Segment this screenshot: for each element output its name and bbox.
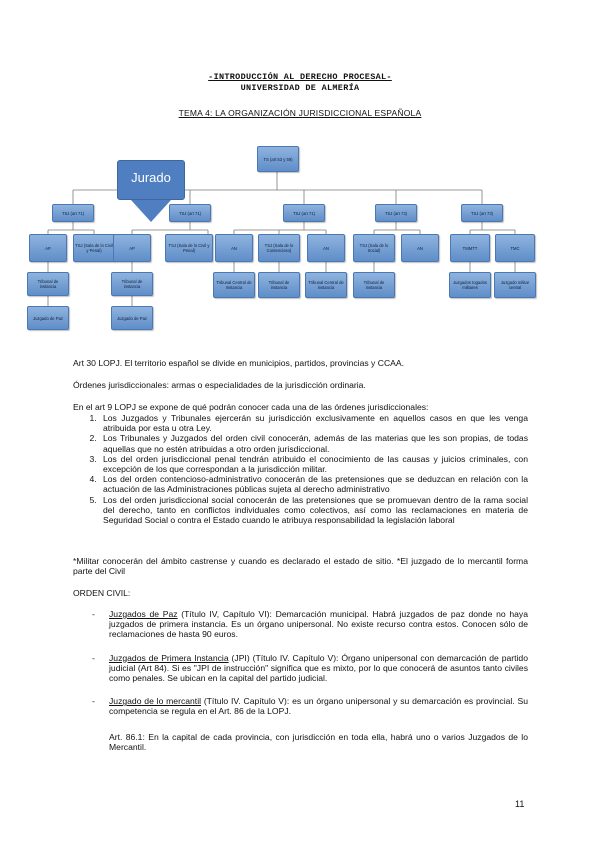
node-tsj-2: TSJ (art 71) (169, 204, 211, 222)
term-description: (Título IV. Capítulo V): es un órgano unipersonal y su demarcación es provincial. Su competencia se regula en el Art. 86 de la LOPJ. (109, 696, 528, 717)
list-item (92, 696, 528, 716)
node-tsj-5: TSJ (art 73) (461, 204, 503, 222)
term-jpi: Juzgados de Primera Instancia (109, 652, 229, 663)
numbered-list (73, 413, 528, 525)
node-tribunal-central-2: Tribunal Central de instancia (305, 272, 347, 298)
node-tribunal-instancia-3: Tribunal de instancia (258, 272, 300, 298)
node-tsj-social: TSJ (Sala de lo Social) (353, 234, 395, 262)
paragraph-art86: Art. 86.1: En la capital de cada provincia, con jurisdicción en toda ella, habrá uno o varios Juzgados de lo Mercantil. (109, 732, 528, 753)
node-tsj-3: TSJ (art 71) (283, 204, 325, 222)
node-an-1: AN (215, 234, 253, 262)
list-item: 5. Los del orden jurisdiccional social conocerán de las pretensiones que se promuevan dentro de la rama social del derecho, tanto en conflictos individuales como colectivos, así como las reclamaciones en materia de Seguridad Social o contra el Estado cuando le atribuya responsabilidad la legislación laboral (99, 495, 528, 526)
topic-title: TEMA 4: LA ORGANIZACIÓN JURISDICCIONAL ESPAÑOLA (178, 108, 422, 118)
node-ts: TS (art 53 y 59) (257, 146, 299, 172)
paragraph-militar-note: *Militar conocerán del ámbito castrense y cuando es declarado el estado de sitio. *El juzgado de lo mercantil forma parte del Civil (73, 556, 528, 577)
node-tribunal-instancia-2: Tribunal de instancia (111, 272, 153, 296)
node-juzgado-militar-central: Juzgado militar central (494, 272, 536, 298)
civil-list (92, 609, 528, 730)
section-heading-orden-civil: ORDEN CIVIL: (73, 588, 131, 598)
node-tribunal-instancia-1: Tribunal de instancia (27, 272, 69, 296)
node-juzgados-togados: Juzgados togados militares (449, 272, 491, 298)
term-juzgados-paz: Juzgados de Paz (109, 609, 178, 619)
node-tsj-civil-penal-2: TSJ (Sala de lo Civil y Penal) (165, 234, 213, 262)
node-tribunal-instancia-4: Tribunal de instancia (353, 272, 395, 298)
org-chart (22, 138, 578, 344)
node-tmc: TMC (495, 234, 535, 262)
node-ap-1: AP (29, 234, 67, 262)
list-item (92, 653, 528, 684)
term-mercantil: Juzgado de lo mercantil (109, 696, 202, 707)
list-item: 3. Los del orden jurisdiccional penal tendrán atribuido el conocimiento de las causas y juicios criminales, con excepción de los que correspondan a la jurisdicción militar. (99, 454, 528, 474)
paragraph-art9: En el art 9 LOPJ se expone de qué podrán conocer cada una de las órdenes jurisdiccionales: (73, 402, 429, 412)
paragraph-art30: Art 30 LOPJ. El territorio español se divide en municipios, partidos, provincias y CCAA. (73, 358, 405, 368)
paragraph-ordenes: Órdenes jurisdiccionales: armas o especialidades de la jurisdicción ordinaria. (73, 380, 366, 390)
node-tribunal-central-1: Tribunal Central de Instancia (213, 272, 255, 298)
node-tsj-4: TSJ (art 73) (375, 204, 417, 222)
node-tsj-civil-penal-1: TSJ (Sala de lo Civil y Penal) (73, 234, 115, 262)
list-item: 4. Los del orden contencioso-administrativo conocerán de las pretensiones que se deduzcan en relación con la actuación de las Administraciones públicas sujeta al derecho administrativo (99, 474, 528, 494)
university-name: UNIVERSIDAD DE ALMERÍA (240, 83, 360, 93)
node-tsj-1: TSJ (art 71) (52, 204, 94, 222)
list-item (92, 609, 528, 640)
term-description: (JPI) (Título IV. Capítulo V): Órgano unipersonal con demarcación de partido judicial (Art 84). Si es "JPI de instrucción" significa que es mixto, por lo que conocerá de asuntos tanto civiles como penales. Se ubican en la capital del partido judicial. (109, 652, 528, 684)
list-item: 1. Los Juzgados y Tribunales ejercerán su jurisdicción exclusivamente en aquellos casos en que les venga atribuida por esta u otra Ley. (99, 413, 528, 433)
node-juzgado-paz-1: Juzgado de Paz (27, 306, 69, 330)
node-ap-2: AP (113, 234, 151, 262)
node-juzgado-paz-2: Juzgado de Paz (111, 306, 153, 330)
node-an-3: AN (401, 234, 439, 262)
course-title: -INTRODUCCIÓN AL DERECHO PROCESAL- (208, 72, 392, 82)
node-tsj-contencioso: TSJ (Sala de lo Contencioso) (258, 234, 300, 262)
list-item: 2. Los Tribunales y Juzgados del orden civil conocerán, además de las materias que les son propias, de todas aquellas que no estén atribuidas a otro orden jurisdiccional. (99, 433, 528, 453)
down-arrow-icon (131, 200, 171, 222)
node-tmmtt: TMMTT (450, 234, 490, 262)
page-number: 11 (515, 799, 525, 809)
term-description: (Título IV, Capítulo VI): Demarcación municipal. Habrá juzgados de paz donde no haya juzgados de primera instancia. Es un órgano unipersonal. No existe recurso contra estos. Conocen sólo de reclamaciones de hasta 90 euros. (109, 609, 528, 640)
jurado-callout: Jurado (117, 160, 185, 200)
node-an-2: AN (307, 234, 345, 262)
